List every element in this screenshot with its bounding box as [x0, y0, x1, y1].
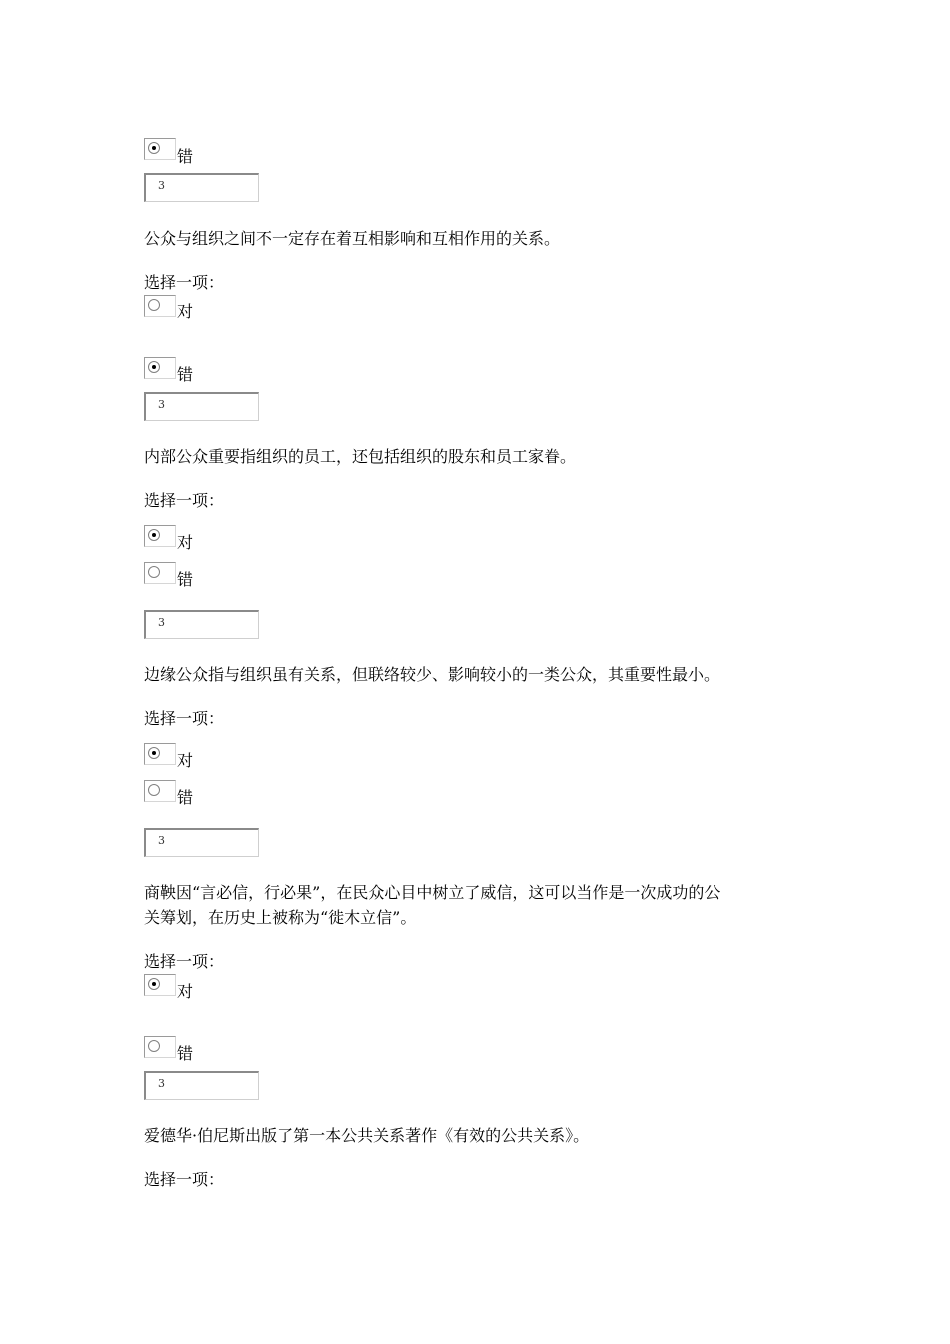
q5-score-value: 3 — [158, 1077, 165, 1090]
q4-score-field[interactable] — [144, 828, 259, 857]
radio-circle-icon — [148, 361, 160, 373]
q3-option-false-radio[interactable] — [144, 562, 176, 584]
q4-option-false-label: 错 — [177, 788, 194, 807]
q5-question-text-line2: 关筹划，在历史上被称为“徙木立信”。 — [144, 908, 417, 927]
q5-score-field[interactable] — [144, 1071, 259, 1100]
q3-option-false-label: 错 — [177, 570, 194, 589]
q6-choose-prompt: 选择一项： — [144, 1170, 225, 1189]
radio-circle-icon — [148, 784, 160, 796]
q2-score-value: 3 — [158, 398, 165, 411]
radio-circle-icon — [148, 142, 160, 154]
q3-score-value: 3 — [158, 616, 165, 629]
q1-score-value: 3 — [158, 179, 165, 192]
radio-circle-icon — [148, 566, 160, 578]
q2-option-true-label: 对 — [177, 302, 194, 321]
radio-circle-icon — [148, 529, 160, 541]
q5-choose-prompt: 选择一项： — [144, 952, 225, 971]
radio-circle-icon — [148, 1040, 160, 1052]
radio-selected-dot-icon — [152, 365, 156, 369]
q5-option-false-label: 错 — [177, 1044, 194, 1063]
q3-choose-prompt: 选择一项： — [144, 491, 225, 510]
radio-selected-dot-icon — [152, 982, 156, 986]
radio-selected-dot-icon — [152, 533, 156, 537]
q4-option-true-radio[interactable] — [144, 743, 176, 765]
q1-score-field[interactable] — [144, 173, 259, 202]
q2-score-field[interactable] — [144, 392, 259, 421]
q4-option-true-label: 对 — [177, 751, 194, 770]
radio-circle-icon — [148, 747, 160, 759]
q2-option-true-radio[interactable] — [144, 295, 176, 317]
q4-option-false-radio[interactable] — [144, 780, 176, 802]
q5-option-false-radio[interactable] — [144, 1036, 176, 1058]
q6-question-text: 爱德华·伯尼斯出版了第一本公共关系著作《有效的公共关系》。 — [144, 1126, 590, 1145]
q5-question-text-line1: 商鞅因“言必信，行必果”，在民众心目中树立了威信，这可以当作是一次成功的公 — [144, 883, 721, 902]
q5-option-true-radio[interactable] — [144, 974, 176, 996]
q3-option-true-radio[interactable] — [144, 525, 176, 547]
q1-option-false-label: 错 — [177, 147, 194, 166]
q2-question-text: 公众与组织之间不一定存在着互相影响和互相作用的关系。 — [144, 229, 561, 248]
q3-score-field[interactable] — [144, 610, 259, 639]
q2-option-false-label: 错 — [177, 365, 194, 384]
q4-score-value: 3 — [158, 834, 165, 847]
radio-circle-icon — [148, 978, 160, 990]
q2-choose-prompt: 选择一项： — [144, 273, 225, 292]
q3-option-true-label: 对 — [177, 533, 194, 552]
q4-choose-prompt: 选择一项： — [144, 709, 225, 728]
q1-option-false-radio[interactable] — [144, 138, 176, 160]
q3-question-text: 内部公众重要指组织的员工，还包括组织的股东和员工家眷。 — [144, 447, 577, 466]
q4-question-text: 边缘公众指与组织虽有关系，但联络较少、影响较小的一类公众，其重要性最小。 — [144, 665, 721, 684]
q5-option-true-label: 对 — [177, 982, 194, 1001]
q2-option-false-radio[interactable] — [144, 357, 176, 379]
radio-circle-icon — [148, 299, 160, 311]
radio-selected-dot-icon — [152, 751, 156, 755]
radio-selected-dot-icon — [152, 146, 156, 150]
